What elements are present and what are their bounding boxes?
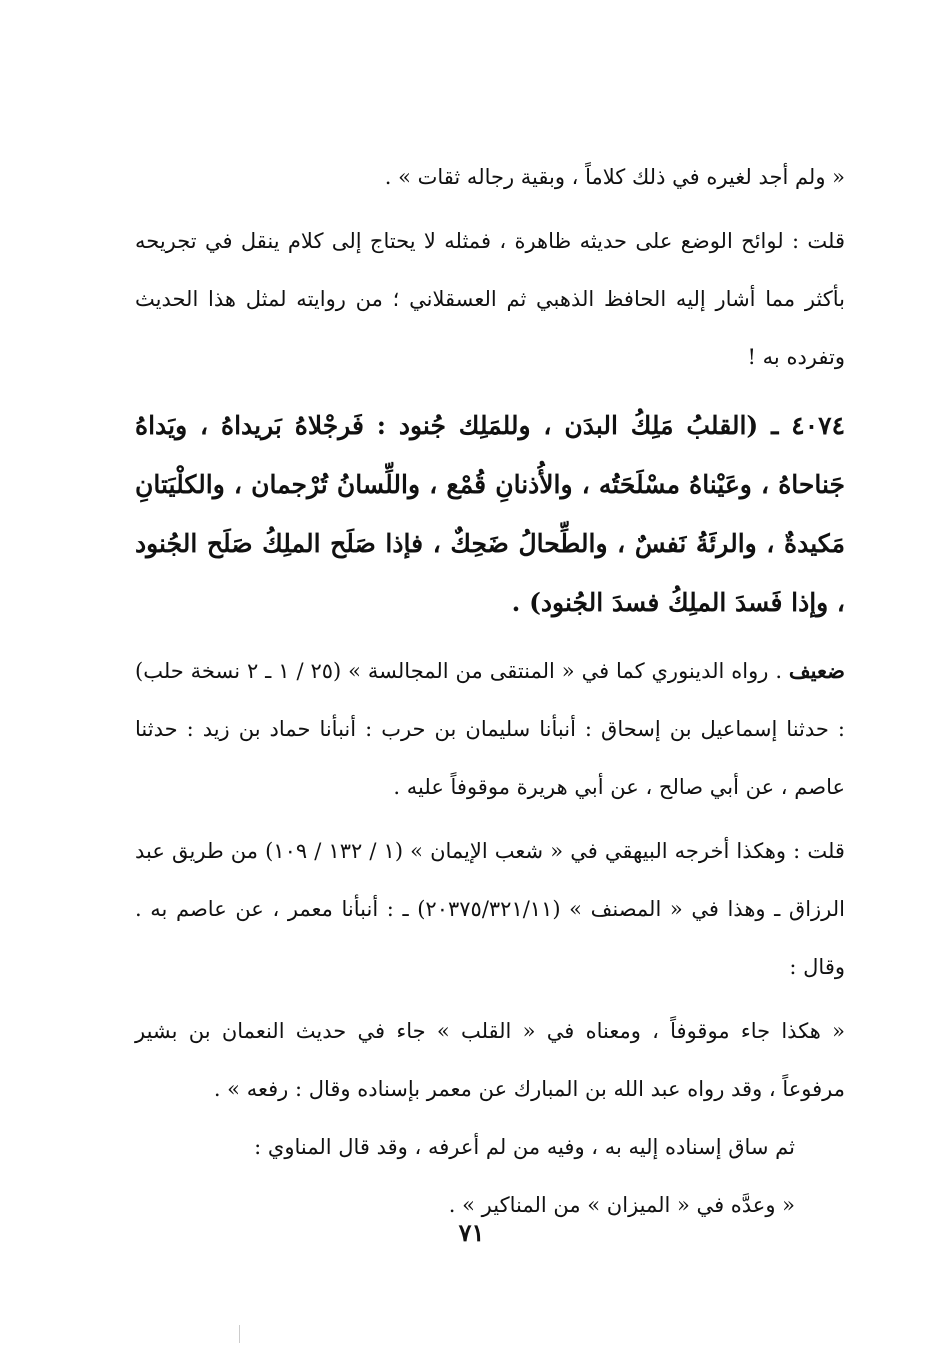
grading-label: ضعيف [788, 658, 845, 683]
quote-paragraph-2: « هكذا جاء موقوفاً ، ومعناه في « القلب » جاء في حديث النعمان بن بشير مرفوعاً ، وقد رواه عبد الله بن المبارك عن معمر بإسناده وقال : رفعه » . [135, 1019, 845, 1101]
grading-paragraph [135, 642, 845, 816]
page-number: ٧١ [458, 1218, 485, 1247]
commentary-paragraph-2: قلت : وهكذا أخرجه البيهقي في « شعب الإيمان » (١ / ١٣٢ / ١٠٩) من طريق عبد الرزاق ـ وهذا في « المصنف » (٢٠٣٧٥/٣٢١/١١) ـ : أنبأنا معمر ، عن عاصم به . وقال : [135, 839, 845, 979]
hadith-text: ٤٠٧٤ ـ (القلبُ مَلِكُ البدَن ، وللمَلِك جُنود : فَرجْلاهُ بَريداهُ ، ويَداهُ جَناحاهُ ، وعَيْناهُ مسْلَحَتُه ، والأُذنانِ قُمْع ، واللِّسانُ تُرْجمان ، والكلْيَتانِ مَكيدةٌ ، والرئَةُ نَفسٌ ، والطِّحالُ ضَحِكٌ ، فإذا صَلَح الملِكُ صَلَح الجُنود ، وإذا فَسدَ الملِكُ فسدَ الجُنود) . [135, 411, 845, 617]
grading-text: . رواه الدينوري كما في « المنتقى من المجالسة » (٢٥ / ١ ـ ٢ نسخة حلب) : حدثنا إسماعيل بن إسحاق : أنبأنا سليمان بن حرب : أنبأنا حماد بن زيد : حدثنا عاصم ، عن أبي صالح ، عن أبي هريرة موقوفاً عليه . [135, 659, 845, 799]
page-body [135, 148, 845, 1234]
commentary-paragraph-3: ثم ساق إسناده إليه به ، وفيه من لم أعرفه ، وقد قال المناوي : [254, 1135, 795, 1159]
commentary-paragraph-1: قلت : لوائح الوضع على حديثه ظاهرة ، فمثله لا يحتاج إلى كلام ينقل في تجريحه بأكثر مما أشار إليه الحافظ الذهبي ثم العسقلاني ؛ من روايته لمثل هذا الحديث وتفرده به ! [135, 229, 845, 369]
scan-mark [239, 1325, 240, 1343]
quote-paragraph-3: « وعدَّه في « الميزان » من المناكير » . [448, 1193, 795, 1217]
quote-paragraph-1: « ولم أجد لغيره في ذلك كلاماً ، وبقية رجاله ثقات » . [384, 165, 845, 189]
